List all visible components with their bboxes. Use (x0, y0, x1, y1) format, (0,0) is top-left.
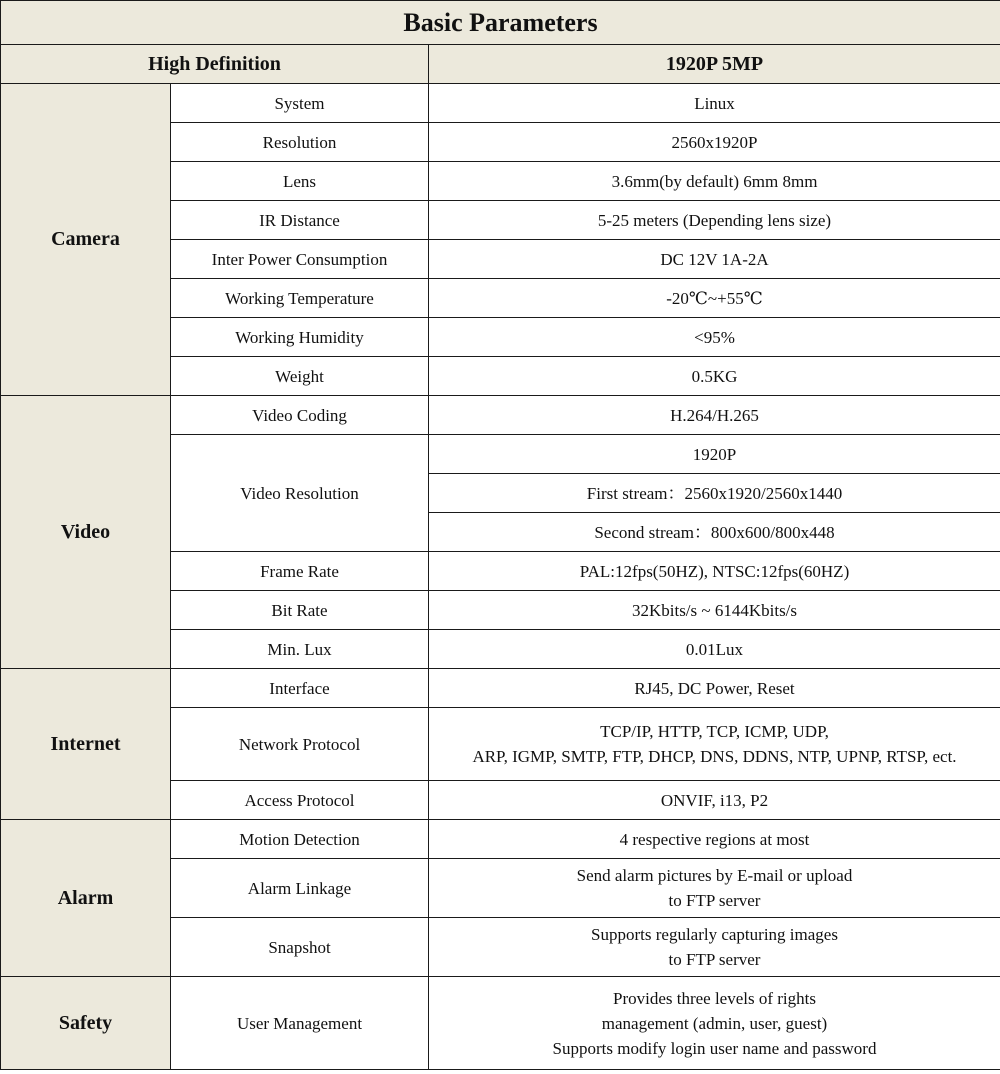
value-lens: 3.6mm(by default) 6mm 8mm (429, 162, 1000, 201)
value-min-lux: 0.01Lux (429, 630, 1000, 669)
label-frame-rate: Frame Rate (171, 552, 429, 591)
value-working-temperature: -20℃~+55℃ (429, 279, 1000, 318)
value-weight: 0.5KG (429, 357, 1000, 396)
category-video: Video (1, 396, 171, 669)
label-bit-rate: Bit Rate (171, 591, 429, 630)
network-protocol-line-2: ARP, IGMP, SMTP, FTP, DHCP, DNS, DDNS, NTP, UPNP, RTSP, ect. (472, 747, 957, 766)
value-second-stream: Second stream：800x600/800x448 (429, 513, 1000, 552)
value-video-resolution-main: 1920P (429, 435, 1000, 474)
value-network-protocol (429, 708, 1000, 781)
label-ir-distance: IR Distance (171, 201, 429, 240)
label-video-coding: Video Coding (171, 396, 429, 435)
label-lens: Lens (171, 162, 429, 201)
label-video-resolution: Video Resolution (171, 435, 429, 552)
label-alarm-linkage: Alarm Linkage (171, 859, 429, 918)
value-ir-distance: 5-25 meters (Depending lens size) (429, 201, 1000, 240)
category-alarm: Alarm (1, 820, 171, 977)
alarm-linkage-line-2: to FTP server (668, 891, 761, 910)
label-min-lux: Min. Lux (171, 630, 429, 669)
user-management-line-3: Supports modify login user name and password (552, 1038, 877, 1058)
label-motion-detection: Motion Detection (171, 820, 429, 859)
network-protocol-line-1: TCP/IP, HTTP, TCP, ICMP, UDP, (600, 722, 829, 741)
value-working-humidity: <95% (429, 318, 1000, 357)
label-network-protocol: Network Protocol (171, 708, 429, 781)
category-safety: Safety (1, 977, 171, 1070)
snapshot-line-2: to FTP server (668, 950, 761, 969)
value-user-management (429, 977, 1000, 1070)
label-weight: Weight (171, 357, 429, 396)
value-bit-rate: 32Kbits/s ~ 6144Kbits/s (429, 591, 1000, 630)
value-power-consumption: DC 12V 1A-2A (429, 240, 1000, 279)
value-first-stream: First stream：2560x1920/2560x1440 (429, 474, 1000, 513)
snapshot-line-1: Supports regularly capturing images (591, 925, 838, 944)
value-motion-detection: 4 respective regions at most (429, 820, 1000, 859)
category-camera: Camera (1, 84, 171, 396)
value-video-coding: H.264/H.265 (429, 396, 1000, 435)
value-snapshot (429, 918, 1000, 977)
label-power-consumption: Inter Power Consumption (171, 240, 429, 279)
category-internet: Internet (1, 669, 171, 820)
user-management-line-2: management (admin, user, guest) (601, 1013, 828, 1033)
table-title: Basic Parameters (1, 1, 1000, 45)
user-management-line-1: Provides three levels of rights (612, 988, 816, 1008)
label-working-humidity: Working Humidity (171, 318, 429, 357)
value-access-protocol: ONVIF, i13, P2 (429, 781, 1000, 820)
header-model: 1920P 5MP (429, 45, 1000, 84)
label-resolution: Resolution (171, 123, 429, 162)
value-alarm-linkage (429, 859, 1000, 918)
label-user-management: User Management (171, 977, 429, 1070)
value-frame-rate: PAL:12fps(50HZ), NTSC:12fps(60HZ) (429, 552, 1000, 591)
header-high-definition: High Definition (1, 45, 429, 84)
value-interface: RJ45, DC Power, Reset (429, 669, 1000, 708)
label-interface: Interface (171, 669, 429, 708)
label-working-temperature: Working Temperature (171, 279, 429, 318)
value-resolution: 2560x1920P (429, 123, 1000, 162)
alarm-linkage-line-1: Send alarm pictures by E-mail or upload (576, 866, 853, 885)
value-system: Linux (429, 84, 1000, 123)
label-snapshot: Snapshot (171, 918, 429, 977)
label-system: System (171, 84, 429, 123)
label-access-protocol: Access Protocol (171, 781, 429, 820)
